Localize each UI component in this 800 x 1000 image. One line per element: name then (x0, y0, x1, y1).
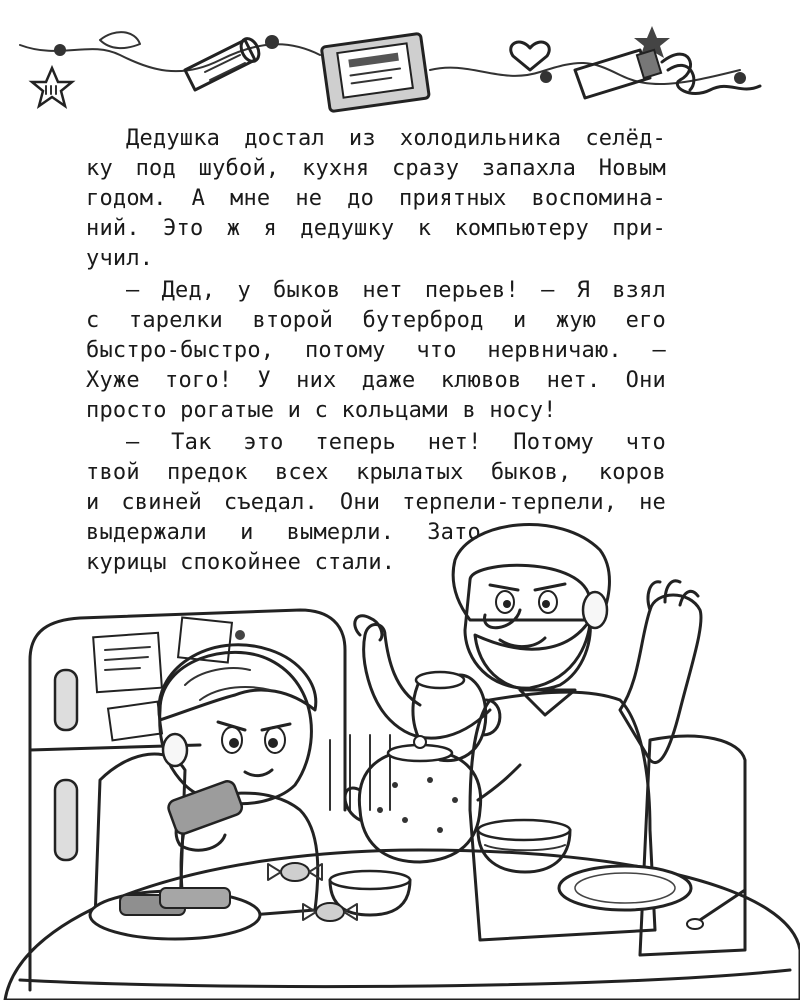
illustration (0, 510, 800, 1000)
spoon (700, 890, 745, 920)
text-line: годом. А мне не до приятных воспомина- (86, 186, 666, 211)
text-line: с тарелки второй бутерброд и жую его (86, 308, 666, 333)
bead-icon (540, 71, 552, 83)
bead-icon (734, 72, 746, 84)
text-line: Дедушка достал из холодильника селёд- (126, 126, 666, 151)
header-ornament (0, 0, 800, 115)
leaf-icon (100, 32, 140, 48)
text-line: — Так это теперь нет! Потому что (126, 430, 666, 455)
text-line: курицы спокойнее стали. (86, 550, 396, 575)
text-line: быстро-быстро, потому что нервничаю. — (86, 338, 666, 363)
scroll-icon (185, 36, 262, 90)
text-line: выдержали и вымерли. Зато (86, 520, 481, 545)
heart-icon (511, 42, 550, 70)
text-line: ку под шубой, кухня сразу запахла Новым (86, 156, 666, 181)
paragraph-1 (86, 124, 666, 274)
candy-icon (268, 863, 322, 881)
star-icon (32, 68, 72, 106)
teapot (345, 736, 520, 862)
text-line: просто рогатые и с кольцами в носу! (86, 398, 557, 423)
text-line: Хуже того! У них даже клювов нет. Они (86, 368, 666, 393)
text-line: — Дед, у быков нет перьев! — Я взял (126, 278, 666, 303)
text-line: ний. Это ж я дедушку к компьютеру при- (86, 216, 666, 241)
cup (478, 820, 570, 872)
bead-icon (265, 35, 279, 49)
paragraph-2 (86, 276, 666, 426)
book-icon (321, 33, 429, 111)
tube-icon (575, 50, 760, 98)
text-line: твой предок всех крылатых быков, коров (86, 460, 666, 485)
text-line: и свиней съедал. Они терпели-терпели, не (86, 490, 666, 515)
text-line: учил. (86, 246, 154, 271)
bead-icon (54, 44, 66, 56)
